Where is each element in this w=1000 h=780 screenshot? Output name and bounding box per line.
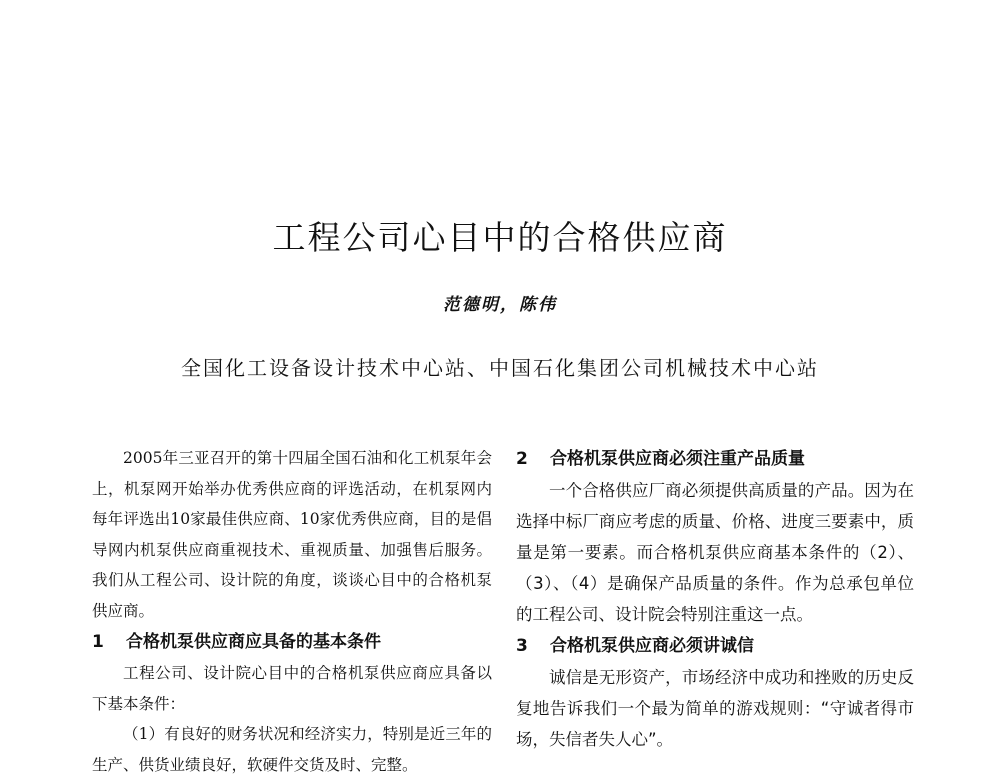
affiliation-line: 全国化工设备设计技术中心站、中国石化集团公司机械技术中心站 [181,356,819,380]
section-1-title: 合格机泵供应商应具备的基本条件 [126,632,381,652]
left-column [92,443,492,780]
section-2-title: 合格机泵供应商必须注重产品质量 [550,449,805,469]
section-3-number: 3 [516,636,528,656]
section-3-paragraph: 诚信是无形资产，市场经济中成功和挫败的历史反复地告诉我们一个最为简单的游戏规则：“守诚者得市场，失信者失人心”。 [516,668,914,749]
section-3-title: 合格机泵供应商必须讲诚信 [550,636,754,656]
intro-paragraph: 2005年三亚召开的第十四届全国石油和化工机泵年会上，机泵网开始举办优秀供应商的评选活动，在机泵网内每年评选出10家最佳供应商、10家优秀供应商，目的是倡导网内机泵供应商重视技术、重视质量、加强售后服务。我们从工程公司、设计院的角度，谈谈心目中的合格机泵供应商。 [92,449,492,620]
right-column [516,443,914,755]
section-1-item-1: （1）有良好的财务状况和经济实力，特别是近三年的生产、供货业绩良好，软硬件交货及时、完整。 [92,725,492,774]
section-3-heading [516,630,914,662]
paper-title: 工程公司心目中的合格供应商 [272,218,728,257]
section-1-heading [92,626,492,658]
section-1-number: 1 [92,632,104,652]
section-2-heading [516,443,914,475]
section-2-paragraph: 一个合格供应厂商必须提供高质量的产品。因为在选择中标厂商应考虑的质量、价格、进度三要素中，质量是第一要素。而合格机泵供应商基本条件的（2）、（3）、（4）是确保产品质量的条件。作为总承包单位的工程公司、设计院会特别注重这一点。 [516,481,914,624]
section-2-number: 2 [516,449,528,469]
section-1-paragraph: 工程公司、设计院心目中的合格机泵供应商应具备以下基本条件： [92,664,492,713]
author-line: 范德明，陈伟 [443,295,557,315]
